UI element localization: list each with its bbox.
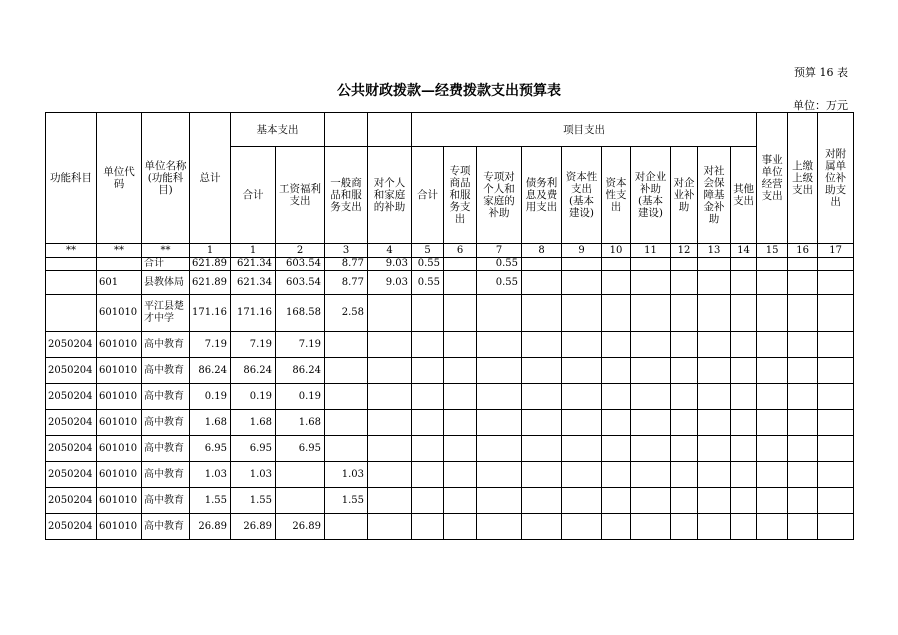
- cell-empty: [757, 514, 788, 540]
- col-number: 10: [602, 244, 631, 258]
- cell-empty: [671, 462, 698, 488]
- cell-ptotal: [412, 410, 444, 436]
- cell-empty: [731, 332, 757, 358]
- cell-empty: [698, 436, 731, 462]
- cell-empty: [522, 488, 562, 514]
- cell-empty: [698, 295, 731, 332]
- cell-total: 26.89: [190, 514, 231, 540]
- cell-total: 1.03: [190, 462, 231, 488]
- cell-btotal: 621.34: [231, 258, 276, 271]
- cell-empty: [444, 462, 477, 488]
- cell-ppersonal: [477, 462, 522, 488]
- cell-total: 86.24: [190, 358, 231, 384]
- table-row: [46, 462, 854, 488]
- cell-ppersonal: [477, 358, 522, 384]
- cell-empty: [788, 514, 818, 540]
- cell-code: 601010: [97, 514, 142, 540]
- cell-empty: [671, 384, 698, 410]
- col-number: 7: [477, 244, 522, 258]
- cell-empty: [698, 332, 731, 358]
- cell-name: 高中教育: [142, 332, 190, 358]
- col-number: 14: [731, 244, 757, 258]
- header-personal: 对个人和家庭的补助: [368, 147, 412, 244]
- cell-empty: [631, 514, 671, 540]
- cell-personal: [368, 462, 412, 488]
- cell-empty: [788, 295, 818, 332]
- cell-empty: [444, 384, 477, 410]
- cell-empty: [602, 258, 631, 271]
- unit-label: 单位：万元: [793, 99, 848, 112]
- cell-ptotal: [412, 295, 444, 332]
- col-number: 3: [325, 244, 368, 258]
- table-row: [46, 332, 854, 358]
- cell-ptotal: 0.55: [412, 271, 444, 295]
- table-row: [46, 358, 854, 384]
- cell-empty: [602, 488, 631, 514]
- cell-btotal: 26.89: [231, 514, 276, 540]
- cell-empty: [631, 384, 671, 410]
- header-proj-personal: 专项对个人和家庭的补助: [477, 147, 522, 244]
- cell-empty: [671, 258, 698, 271]
- header-enterprise: 对企业补助: [671, 147, 698, 244]
- header-affiliated: 对附属单位补助支出: [818, 113, 854, 244]
- cell-empty: [731, 295, 757, 332]
- cell-goods: [325, 332, 368, 358]
- cell-empty: [818, 514, 854, 540]
- header-wage: 工资福利支出: [276, 147, 325, 244]
- cell-personal: [368, 295, 412, 332]
- cell-total: 1.55: [190, 488, 231, 514]
- cell-personal: [368, 358, 412, 384]
- table-row: [46, 410, 854, 436]
- cell-empty: [731, 410, 757, 436]
- header-unit-code: 单位代码: [97, 113, 142, 244]
- cell-empty: [731, 384, 757, 410]
- cell-code: [97, 258, 142, 271]
- cell-empty: [562, 462, 602, 488]
- cell-empty: [698, 358, 731, 384]
- cell-personal: [368, 410, 412, 436]
- cell-personal: 9.03: [368, 271, 412, 295]
- col-number: 16: [788, 244, 818, 258]
- cell-btotal: 0.19: [231, 384, 276, 410]
- cell-empty: [602, 332, 631, 358]
- cell-empty: [671, 358, 698, 384]
- cell-ppersonal: 0.55: [477, 258, 522, 271]
- cell-name: 高中教育: [142, 410, 190, 436]
- cell-name: 县教体局: [142, 271, 190, 295]
- cell-name: 平江县楚才中学: [142, 295, 190, 332]
- cell-wage: 1.68: [276, 410, 325, 436]
- cell-empty: [731, 271, 757, 295]
- page-title: 公共财政拨款—经费拨款支出预算表: [337, 83, 561, 99]
- table-header: [46, 113, 854, 258]
- cell-func: [46, 295, 97, 332]
- cell-goods: [325, 358, 368, 384]
- header-unit-name: 单位名称(功能科目): [142, 113, 190, 244]
- cell-wage: [276, 488, 325, 514]
- cell-personal: [368, 332, 412, 358]
- col-number: 15: [757, 244, 788, 258]
- cell-goods: [325, 436, 368, 462]
- cell-empty: [522, 384, 562, 410]
- cell-empty: [444, 514, 477, 540]
- table-row: [46, 488, 854, 514]
- cell-empty: [757, 410, 788, 436]
- cell-empty: [562, 258, 602, 271]
- cell-btotal: 1.68: [231, 410, 276, 436]
- col-number: **: [142, 244, 190, 258]
- cell-empty: [671, 488, 698, 514]
- cell-empty: [562, 410, 602, 436]
- numbering-row: [46, 244, 854, 258]
- cell-goods: 1.03: [325, 462, 368, 488]
- cell-wage: 0.19: [276, 384, 325, 410]
- cell-ppersonal: 0.55: [477, 271, 522, 295]
- header-total: 总计: [190, 113, 231, 244]
- cell-empty: [522, 436, 562, 462]
- cell-ptotal: [412, 436, 444, 462]
- cell-empty: [698, 488, 731, 514]
- table-body: [46, 258, 854, 540]
- header-goods: 一般商品和服务支出: [325, 147, 368, 244]
- cell-func: 2050204: [46, 514, 97, 540]
- cell-empty: [731, 514, 757, 540]
- cell-name: 高中教育: [142, 488, 190, 514]
- cell-wage: [276, 462, 325, 488]
- cell-btotal: 86.24: [231, 358, 276, 384]
- cell-code: 601010: [97, 436, 142, 462]
- header-debt: 债务利息及费用支出: [522, 147, 562, 244]
- cell-goods: 8.77: [325, 258, 368, 271]
- cell-ptotal: [412, 384, 444, 410]
- table-row: [46, 271, 854, 295]
- cell-wage: 168.58: [276, 295, 325, 332]
- cell-func: 2050204: [46, 358, 97, 384]
- cell-code: 601010: [97, 358, 142, 384]
- cell-func: [46, 258, 97, 271]
- cell-empty: [562, 514, 602, 540]
- cell-code: 601010: [97, 462, 142, 488]
- header-capital-build: 资本性支出(基本建设): [562, 147, 602, 244]
- cell-empty: [698, 271, 731, 295]
- cell-empty: [757, 258, 788, 271]
- cell-empty: [818, 384, 854, 410]
- cell-empty: [757, 488, 788, 514]
- header-business: 事业单位经营支出: [757, 113, 788, 244]
- cell-func: 2050204: [46, 384, 97, 410]
- cell-empty: [818, 436, 854, 462]
- header-basic-total: 合计: [231, 147, 276, 244]
- cell-func: 2050204: [46, 410, 97, 436]
- cell-empty: [631, 358, 671, 384]
- table-row: [46, 258, 854, 271]
- cell-name: 合计: [142, 258, 190, 271]
- cell-empty: [631, 462, 671, 488]
- header-capital: 资本性支出: [602, 147, 631, 244]
- cell-empty: [444, 332, 477, 358]
- cell-empty: [818, 488, 854, 514]
- cell-empty: [444, 295, 477, 332]
- cell-goods: [325, 514, 368, 540]
- cell-total: 621.89: [190, 258, 231, 271]
- cell-total: 7.19: [190, 332, 231, 358]
- header-empty-2: [368, 113, 412, 147]
- header-basic: 基本支出: [231, 113, 325, 147]
- col-number: 13: [698, 244, 731, 258]
- cell-goods: 2.58: [325, 295, 368, 332]
- cell-code: 601: [97, 271, 142, 295]
- cell-name: 高中教育: [142, 514, 190, 540]
- cell-empty: [788, 462, 818, 488]
- cell-empty: [444, 271, 477, 295]
- cell-empty: [698, 384, 731, 410]
- cell-total: 0.19: [190, 384, 231, 410]
- cell-empty: [631, 332, 671, 358]
- cell-func: [46, 271, 97, 295]
- header-empty-1: [325, 113, 368, 147]
- cell-empty: [818, 358, 854, 384]
- col-number: 4: [368, 244, 412, 258]
- cell-empty: [818, 258, 854, 271]
- col-number: 5: [412, 244, 444, 258]
- table-row: [46, 436, 854, 462]
- col-number: 1: [231, 244, 276, 258]
- cell-empty: [444, 488, 477, 514]
- cell-total: 621.89: [190, 271, 231, 295]
- cell-empty: [671, 332, 698, 358]
- header-project: 项目支出: [412, 113, 757, 147]
- cell-name: 高中教育: [142, 384, 190, 410]
- cell-ptotal: [412, 488, 444, 514]
- cell-btotal: 7.19: [231, 332, 276, 358]
- cell-ppersonal: [477, 514, 522, 540]
- cell-code: 601010: [97, 384, 142, 410]
- cell-wage: 603.54: [276, 258, 325, 271]
- cell-empty: [522, 462, 562, 488]
- cell-empty: [631, 271, 671, 295]
- cell-btotal: 1.55: [231, 488, 276, 514]
- cell-empty: [444, 358, 477, 384]
- table-row: [46, 514, 854, 540]
- header-superior: 上缴上级支出: [788, 113, 818, 244]
- cell-empty: [444, 258, 477, 271]
- cell-empty: [698, 514, 731, 540]
- cell-empty: [671, 271, 698, 295]
- cell-empty: [602, 295, 631, 332]
- cell-empty: [444, 410, 477, 436]
- cell-ptotal: [412, 514, 444, 540]
- cell-empty: [757, 384, 788, 410]
- cell-ppersonal: [477, 295, 522, 332]
- cell-total: 1.68: [190, 410, 231, 436]
- cell-empty: [731, 436, 757, 462]
- cell-ptotal: [412, 332, 444, 358]
- cell-empty: [698, 258, 731, 271]
- col-number: 2: [276, 244, 325, 258]
- cell-empty: [788, 436, 818, 462]
- cell-empty: [522, 410, 562, 436]
- cell-ppersonal: [477, 332, 522, 358]
- cell-empty: [631, 258, 671, 271]
- cell-ppersonal: [477, 384, 522, 410]
- cell-wage: 7.19: [276, 332, 325, 358]
- cell-empty: [757, 462, 788, 488]
- cell-empty: [602, 410, 631, 436]
- cell-empty: [731, 462, 757, 488]
- cell-empty: [602, 358, 631, 384]
- cell-func: 2050204: [46, 436, 97, 462]
- cell-goods: [325, 410, 368, 436]
- cell-empty: [788, 332, 818, 358]
- cell-empty: [818, 410, 854, 436]
- cell-empty: [671, 436, 698, 462]
- cell-empty: [631, 436, 671, 462]
- cell-personal: [368, 488, 412, 514]
- cell-empty: [788, 258, 818, 271]
- cell-empty: [788, 488, 818, 514]
- cell-total: 6.95: [190, 436, 231, 462]
- cell-func: 2050204: [46, 462, 97, 488]
- cell-empty: [602, 271, 631, 295]
- cell-empty: [788, 384, 818, 410]
- cell-func: 2050204: [46, 488, 97, 514]
- cell-empty: [562, 488, 602, 514]
- col-number: 11: [631, 244, 671, 258]
- cell-empty: [562, 358, 602, 384]
- cell-btotal: 6.95: [231, 436, 276, 462]
- budget-table: [45, 112, 854, 540]
- cell-empty: [562, 295, 602, 332]
- cell-wage: 86.24: [276, 358, 325, 384]
- cell-code: 601010: [97, 410, 142, 436]
- col-number: 17: [818, 244, 854, 258]
- cell-personal: [368, 384, 412, 410]
- col-number: 6: [444, 244, 477, 258]
- cell-empty: [602, 384, 631, 410]
- cell-goods: 1.55: [325, 488, 368, 514]
- cell-personal: [368, 514, 412, 540]
- cell-wage: 6.95: [276, 436, 325, 462]
- cell-empty: [818, 332, 854, 358]
- col-number: **: [97, 244, 142, 258]
- cell-empty: [522, 358, 562, 384]
- cell-empty: [562, 271, 602, 295]
- cell-empty: [788, 410, 818, 436]
- col-number: 8: [522, 244, 562, 258]
- cell-personal: 9.03: [368, 258, 412, 271]
- cell-code: 601010: [97, 488, 142, 514]
- cell-empty: [757, 332, 788, 358]
- cell-empty: [788, 358, 818, 384]
- cell-empty: [698, 462, 731, 488]
- cell-name: 高中教育: [142, 436, 190, 462]
- cell-name: 高中教育: [142, 462, 190, 488]
- cell-empty: [631, 295, 671, 332]
- cell-wage: 26.89: [276, 514, 325, 540]
- header-enterprise-build: 对企业补助(基本建设): [631, 147, 671, 244]
- cell-empty: [671, 514, 698, 540]
- cell-empty: [522, 258, 562, 271]
- cell-empty: [757, 358, 788, 384]
- cell-total: 171.16: [190, 295, 231, 332]
- cell-empty: [788, 271, 818, 295]
- cell-empty: [698, 410, 731, 436]
- cell-empty: [522, 271, 562, 295]
- cell-empty: [562, 384, 602, 410]
- header-proj-goods: 专项商品和服务支出: [444, 147, 477, 244]
- cell-empty: [818, 462, 854, 488]
- cell-empty: [522, 332, 562, 358]
- cell-ptotal: [412, 462, 444, 488]
- cell-btotal: 171.16: [231, 295, 276, 332]
- cell-ppersonal: [477, 410, 522, 436]
- col-number: 1: [190, 244, 231, 258]
- cell-wage: 603.54: [276, 271, 325, 295]
- cell-empty: [731, 258, 757, 271]
- cell-code: 601010: [97, 332, 142, 358]
- col-number: 12: [671, 244, 698, 258]
- cell-empty: [562, 332, 602, 358]
- cell-empty: [757, 295, 788, 332]
- cell-empty: [671, 410, 698, 436]
- cell-empty: [602, 436, 631, 462]
- cell-goods: [325, 384, 368, 410]
- cell-empty: [818, 271, 854, 295]
- cell-empty: [757, 271, 788, 295]
- header-other: 其他支出: [731, 147, 757, 244]
- cell-empty: [631, 410, 671, 436]
- cell-code: 601010: [97, 295, 142, 332]
- cell-empty: [731, 488, 757, 514]
- header-social: 对社会保障基金补助: [698, 147, 731, 244]
- cell-empty: [602, 514, 631, 540]
- cell-empty: [631, 488, 671, 514]
- col-number: 9: [562, 244, 602, 258]
- table-row: [46, 384, 854, 410]
- cell-personal: [368, 436, 412, 462]
- cell-empty: [731, 358, 757, 384]
- cell-empty: [602, 462, 631, 488]
- cell-goods: 8.77: [325, 271, 368, 295]
- header-proj-total: 合计: [412, 147, 444, 244]
- cell-empty: [757, 436, 788, 462]
- cell-name: 高中教育: [142, 358, 190, 384]
- cell-ptotal: [412, 358, 444, 384]
- cell-empty: [562, 436, 602, 462]
- table-row: [46, 295, 854, 332]
- cell-empty: [818, 295, 854, 332]
- form-number: 预算 16 表: [794, 66, 848, 79]
- header-func-code: 功能科目: [46, 113, 97, 244]
- cell-empty: [671, 295, 698, 332]
- cell-ppersonal: [477, 488, 522, 514]
- cell-ptotal: 0.55: [412, 258, 444, 271]
- cell-ppersonal: [477, 436, 522, 462]
- cell-empty: [522, 514, 562, 540]
- cell-empty: [444, 436, 477, 462]
- cell-empty: [522, 295, 562, 332]
- col-number: **: [46, 244, 97, 258]
- cell-btotal: 1.03: [231, 462, 276, 488]
- cell-func: 2050204: [46, 332, 97, 358]
- cell-btotal: 621.34: [231, 271, 276, 295]
